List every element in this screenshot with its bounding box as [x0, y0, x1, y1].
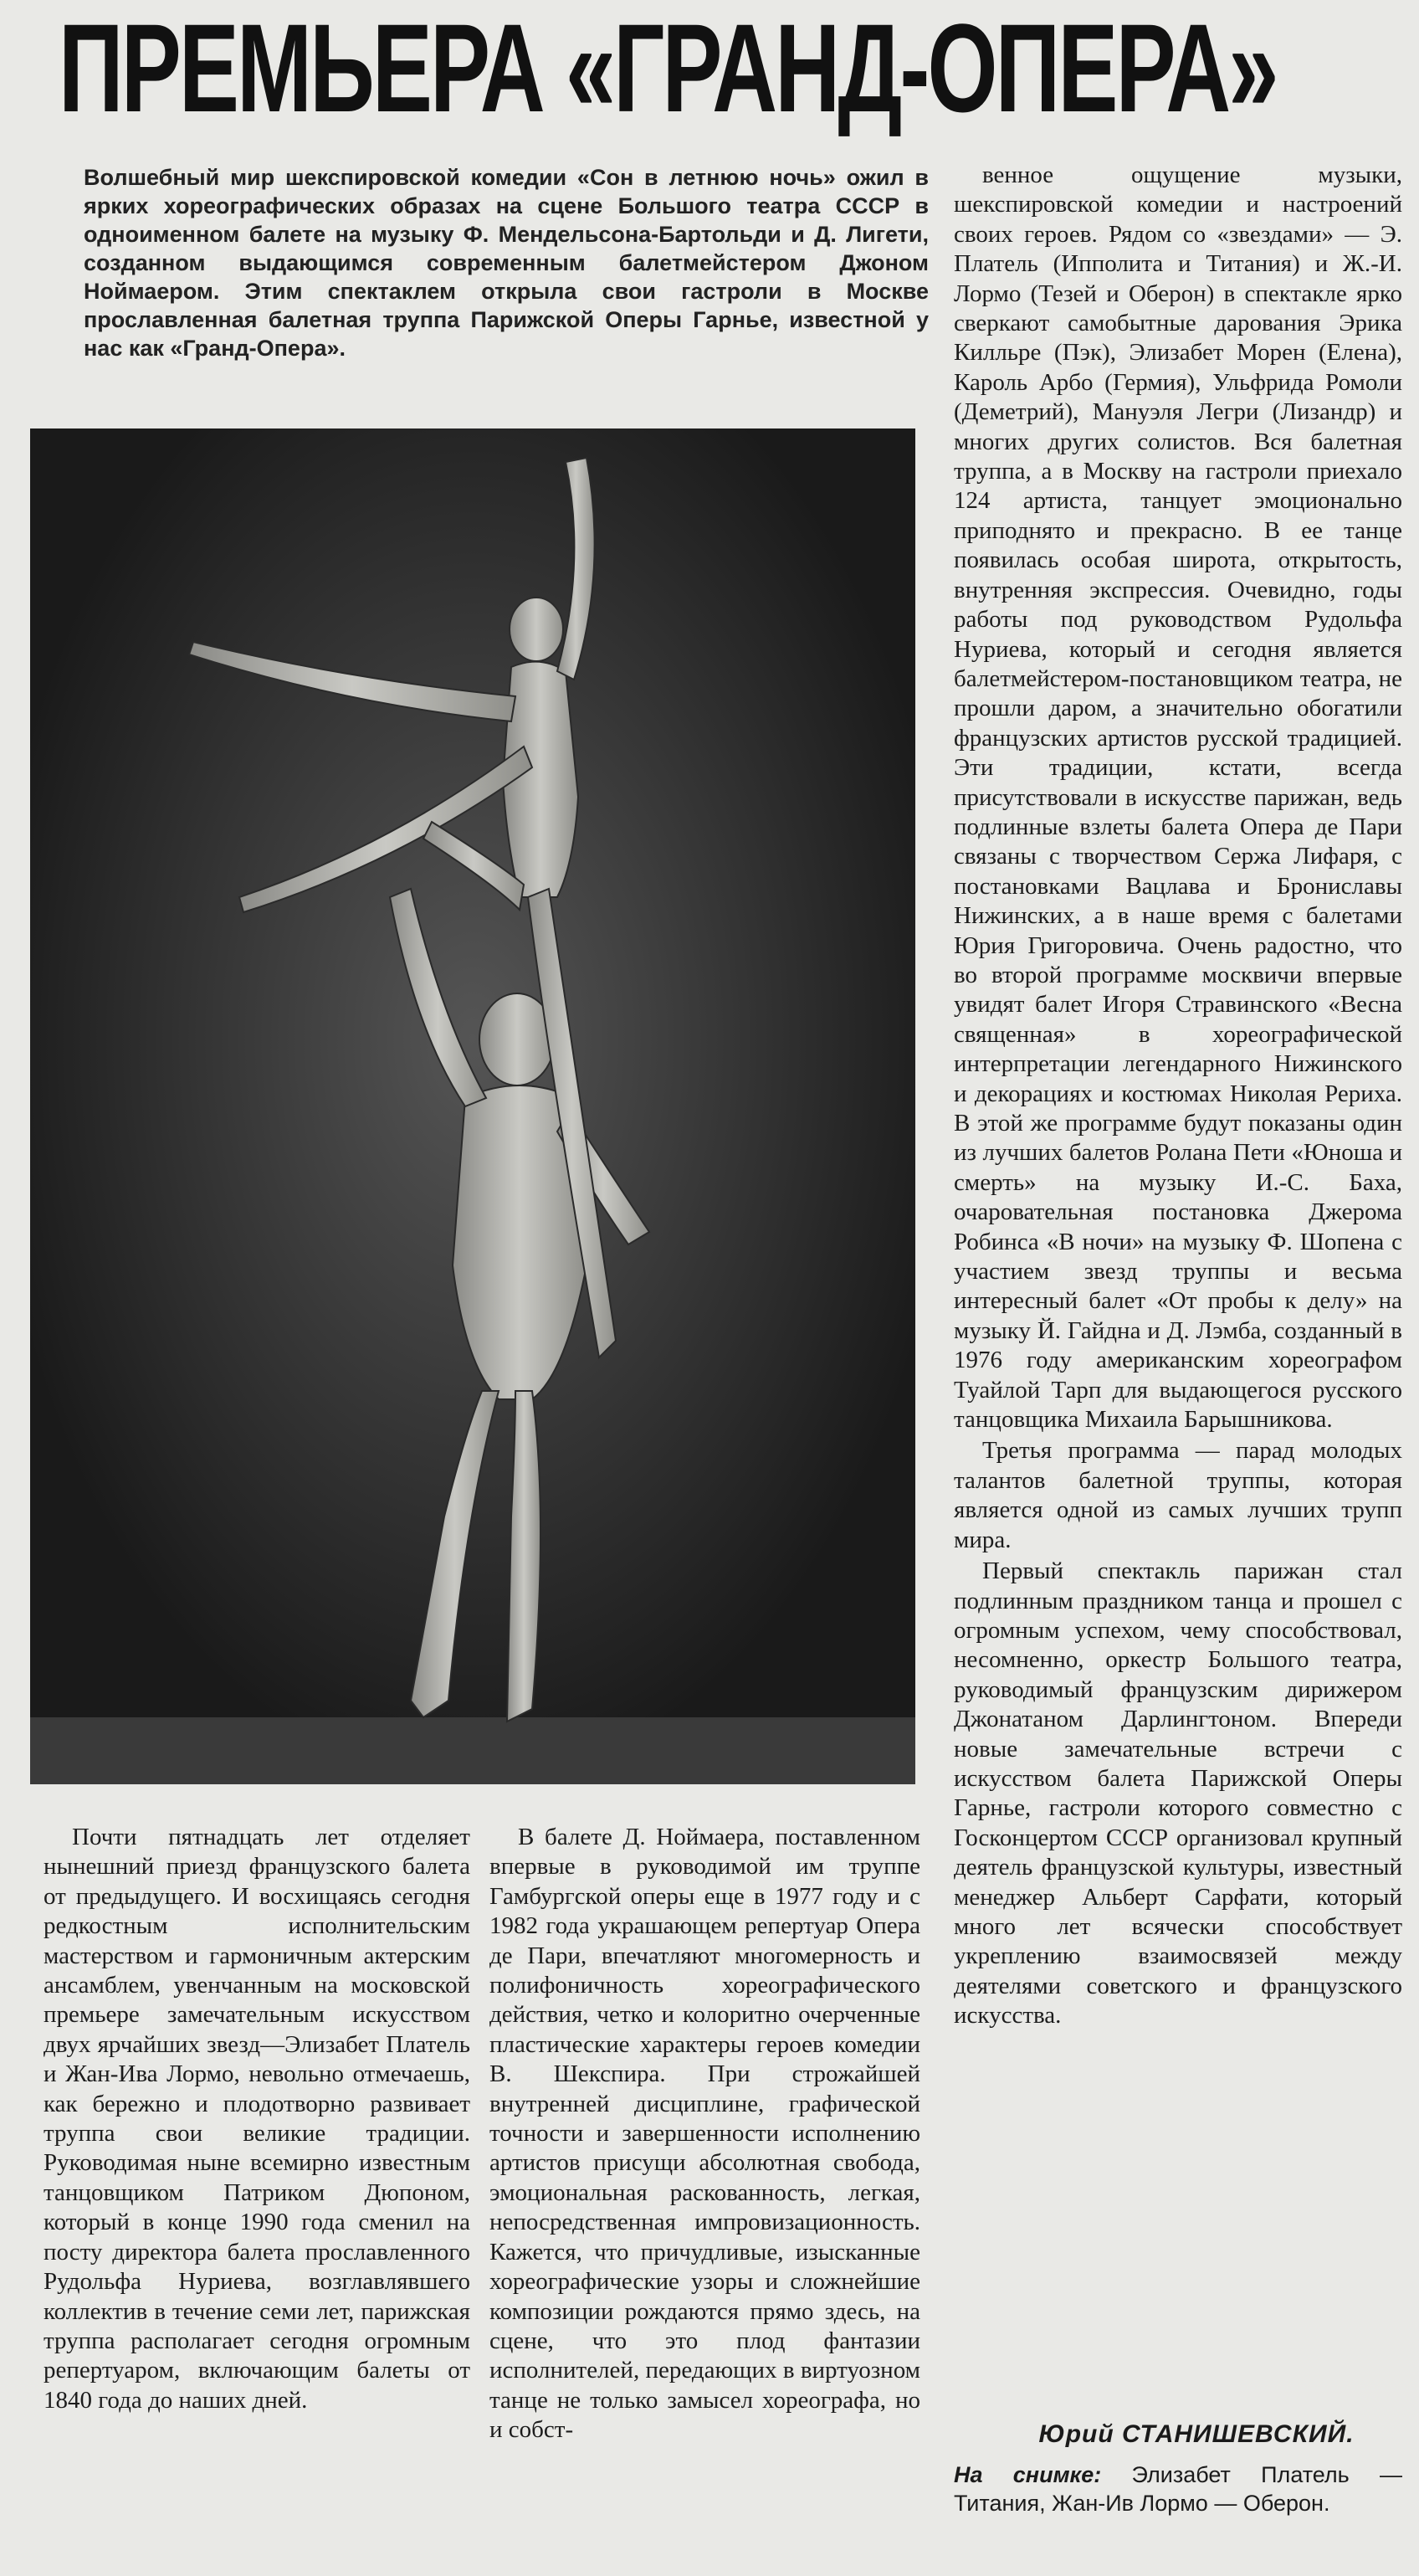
ballet-photo: [30, 428, 915, 1784]
paragraph: венное ощущение музыки, шекспировской комедии и настроений своих героев. Рядом со «звездами» — Э. Платель (Ипполита и Титания) и Ж.-И. Лормо (Тезей и Оберон) в спектакле ярко сверкают самобытные дарования Эрика Килльре (Пэк), Элизабет Морен (Елена), Кароль Арбо (Гермия), Ульфрида Ромоли (Деметрий), Мануэля Легри (Лизандр) и многих других солистов. Вся балетная труппа, а в Москву на гастроли приехало 124 артиста, танцует эмоционально приподнято и прекрасно. В ее танце появилась особая широта, открытость, внутренняя экспрессия. Очевидно, годы работы под руководством Рудольфа Нуриева, который и сегодня является балетмейстером-постановщиком театра, не прошли даром, а значительно обогатили французских артистов русской традицией. Эти традиции, кстати, всегда присутствовали в искусстве парижан, ведь подлинные взлеты балета Опера де Пари связаны с творчеством Сержа Лифаря, с постановками Вацлава и Брониславы Нижинских, а в наше время с балетами Юрия Григоровича. Очень радостно, что во второй программе москвичи впервые увидят балет Игоря Стравинского «Весна священная» в хореографической интерпретации легендарного Нижинского и декорациях и костюмах Николая Рериха. В этой же программе будут показаны один из лучших балетов Ролана Пети «Юноша и смерть» на музыку И.-С. Баха, очаровательная постановка Джерома Робинса «В ночи» на музыку Ф. Шопена с участием звезд труппы и весьма интересный балет «От пробы к делу» на музыку Й. Гайдна и Д. Лэмба, созданный в 1976 году американским хореографом Туайлой Тарп для выдающегося русского танцовщика Михаила Барышникова.: [954, 162, 1402, 1434]
paragraph: Третья программа — парад молодых талантов балетной труппы, которая является одной из самых лучших трупп мира.: [954, 1437, 1402, 1553]
article-column-middle: [489, 1823, 920, 2445]
caption-label: На снимке:: [954, 2462, 1102, 2487]
caption-text: Элизабет Платель — Титания, Жан-Ив Лормо — Оберон.: [954, 2462, 1402, 2516]
paragraph: В балете Д. Ноймаера, поставленном впервые в руководимой им труппе Гамбургской оперы еще в 1977 году и с 1982 года украшающем репертуар Опера де Пари, впечатляют многомерность и полифоничность хореографического действия, четко и колоритно очерченные пластические характеры героев комедии В. Шекспира. При строжайшей внутренней дисциплине, графической точности и завершенности исполнению артистов присущи абсолютная свобода, эмоциональная раскованность, легкая, непосредственная импровизационность. Кажется, что причудливые, изысканные хореографические узоры и сложнейшие композиции рождаются прямо здесь, на сцене, что это плод фантазии исполнителей, передающих в виртуозном танце не только замысел хореографа, но и собст-: [489, 1824, 920, 2444]
article-column-right: [954, 161, 1402, 2031]
article-column-left: [44, 1823, 470, 2415]
headline: ПРЕМЬЕРА «ГРАНД-ОПЕРА»: [59, 0, 1277, 138]
lead-paragraph: Волшебный мир шекспировской комедии «Сон в летнюю ночь» ожил в ярких хореографических образах на сцене Большого театра СССР в одноименном балете на музыку Ф. Мендельсона-Бартольди и Д. Лигети, созданном выдающимся современным балетмейстером Джоном Ноймаером. Этим спектаклем открыла свои гастроли в Москве прославленная балетная труппа Парижской Оперы Гарнье, известной у нас как «Гранд-Опера».: [84, 165, 929, 361]
paragraph: Почти пятнадцать лет отделяет нынешний приезд французского балета от предыдущего. И восхищаясь сегодня редкостным исполнительским мастерством и гармоничным актерским ансамблем, увенчанным на московской премьере замечательным искусством двух ярчайших звезд—Элизабет Платель и Жан-Ива Лормо, невольно отмечаешь, как бережно и плодотворно развивает труппа свои великие традиции. Руководимая ныне всемирно известным танцовщиком Патриком Дюпоном, который в конце 1990 года сменил на посту директора балета прославленного Рудольфа Нуриева, возглавлявшего коллектив в течение семи лет, парижская труппа располагает сегодня огромным репертуаром, включающим балеты от 1840 года до наших дней.: [44, 1824, 470, 2414]
photo-caption: [954, 2461, 1402, 2517]
author-byline: Юрий СТАНИШЕВСКИЙ.: [1038, 2420, 1355, 2448]
paragraph: Первый спектакль парижан стал подлинным праздником танца и прошел с огромным успехом, чему способствовал, несомненно, оркестр Большого театра, руководимый французским дирижером Джонатаном Дарлингтоном. Впереди новые замечательные встречи с искусством балета Парижской Оперы Гарнье, гастроли которого совместно с Госконцертом СССР организовал крупный деятель французской культуры, известный менеджер Альберт Сарфати, который много лет всячески способствует укреплению взаимосвязей между деятелями советского и французского искусства.: [954, 1557, 1402, 2029]
